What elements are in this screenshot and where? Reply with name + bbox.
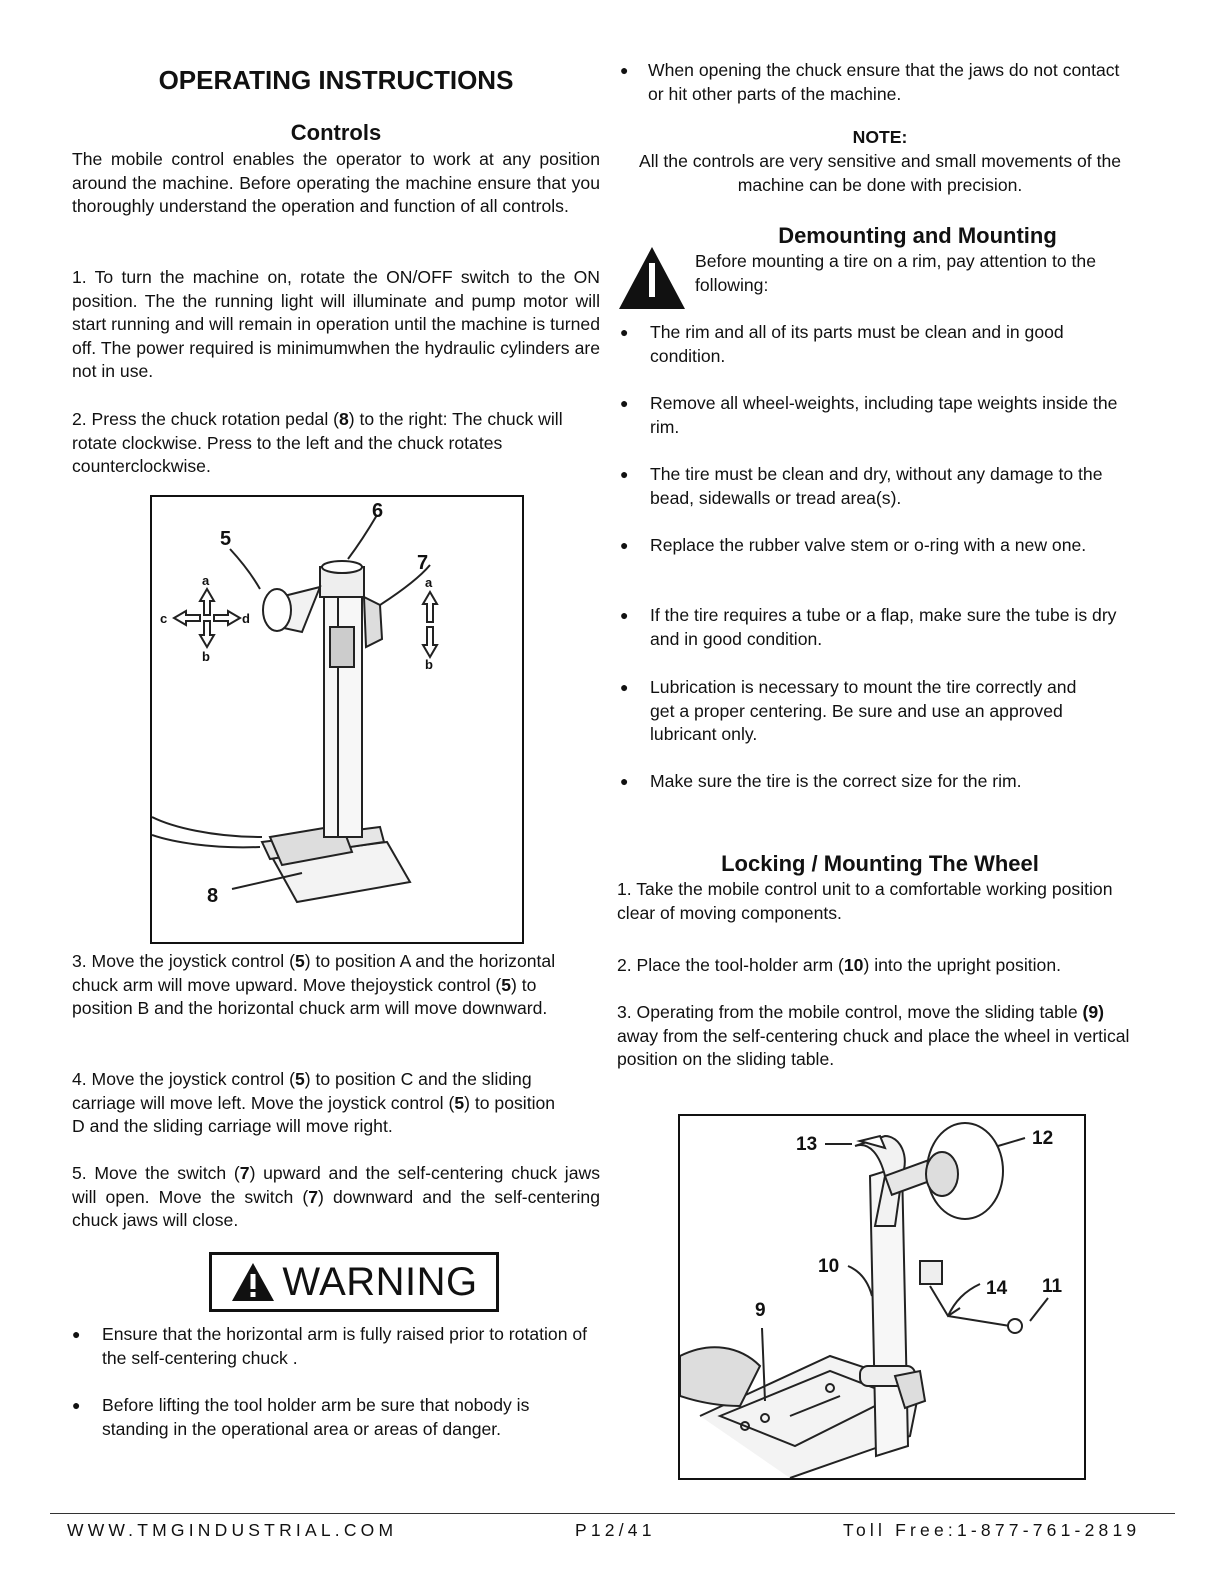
figure2-label-9: 9 xyxy=(755,1300,766,1321)
figure1-label-b-right: b xyxy=(425,657,433,672)
warning-label: WARNING xyxy=(282,1260,478,1304)
footer-divider xyxy=(50,1513,1175,1514)
figure1-label-b-left: b xyxy=(202,649,210,664)
bullet-dot: ● xyxy=(620,607,629,623)
figure2-label-10: 10 xyxy=(818,1256,840,1277)
mount-bullet-4: ● Replace the rubber valve stem or o-ring with a new one. xyxy=(620,534,1140,558)
figure2-label-11: 11 xyxy=(1042,1276,1063,1297)
mount-bullet-5: ● If the tire requires a tube or a flap, make sure the tube is dry and in good condition. xyxy=(620,605,1117,649)
figure1-label-5: 5 xyxy=(220,528,232,550)
bullet-dot: ● xyxy=(620,395,629,411)
control-column-illustration xyxy=(152,497,522,942)
step-3: 3. Move the joystick control (5) to position A and the horizontal chuck arm will move upward. Move thejoystick control (5) to position B and the horizontal chuck arm will move downward. xyxy=(72,951,556,1018)
mount-bullet-6: ● Lubrication is necessary to mount the tire correctly and get a proper centering. Be sure and use an approved lubricant only. xyxy=(620,677,1077,744)
footer-website: WWW.TMGINDUSTRIAL.COM xyxy=(67,1520,398,1540)
controls-intro: The mobile control enables the operator to work at any position around the machine. Before operating the machine ensure that you thoroughly understand the operation and function of all controls. xyxy=(72,149,600,216)
bullet-dot: ● xyxy=(72,1326,81,1342)
step-2: 2. Press the chuck rotation pedal (8) to the right: The chuck will rotate clockwise. Press to the left and the chuck rotates counterclockwise. xyxy=(72,409,563,476)
figure1-label-7: 7 xyxy=(417,552,429,574)
locking-step-2: 2. Place the tool-holder arm (10) into the upright position. xyxy=(617,955,1062,975)
demounting-heading: Demounting and Mounting xyxy=(778,223,1057,248)
control-column-figure xyxy=(150,495,524,944)
bullet-dot: ● xyxy=(620,466,629,482)
controls-heading: Controls xyxy=(290,120,382,145)
figure1-label-c: c xyxy=(160,611,168,626)
warning-bullet-2: ● Before lifting the tool holder arm be sure that nobody is standing in the operational area or areas of danger. xyxy=(72,1395,530,1439)
note-text: All the controls are very sensitive and small movements of the machine can be done with precision. xyxy=(638,151,1122,195)
chuck-bullet: ● When opening the chuck ensure that the jaws do not contact or hit other parts of the machine. xyxy=(620,60,1120,104)
step-1: 1. To turn the machine on, rotate the ON/OFF switch to the ON position. The the running light will illuminate and pump motor will start running and will remain in operation until the machine is turned off. The power required is minimumwhen the hydraulic cylinders are not in use. xyxy=(72,267,600,381)
warning-triangle-icon xyxy=(230,1261,276,1303)
page-title: OPERATING INSTRUCTIONS xyxy=(158,65,514,95)
footer-page-number: P12/41 xyxy=(575,1520,656,1540)
mount-bullet-7: ● Make sure the tire is the correct size for the rim. xyxy=(620,770,1140,794)
figure1-label-6: 6 xyxy=(372,500,384,522)
figure2-label-14: 14 xyxy=(986,1278,1008,1299)
locking-step-1: 1. Take the mobile control unit to a comfortable working position clear of moving components. xyxy=(617,879,1113,923)
mount-bullet-1: ● The rim and all of its parts must be clean and in good condition. xyxy=(620,322,1064,366)
bullet-dot: ● xyxy=(620,679,629,695)
note-heading: NOTE: xyxy=(852,127,908,147)
footer-phone: Toll Free:1-877-761-2819 xyxy=(843,1520,1141,1540)
bullet-dot: ● xyxy=(72,1397,81,1413)
step-4: 4. Move the joystick control (5) to position C and the sliding carriage will move left. Move the joystick control (5) to position D and the sliding carriage will move right. xyxy=(72,1069,556,1136)
figure2-label-12: 12 xyxy=(1032,1128,1054,1149)
figure1-label-a-right: a xyxy=(425,575,433,590)
mount-bullet-3: ● The tire must be clean and dry, without any damage to the bead, sidewalls or tread area(s). xyxy=(620,464,1103,508)
locking-step-3: 3. Operating from the mobile control, move the sliding table (9) away from the self-centering chuck and place the wheel in vertical position on the sliding table. xyxy=(617,1002,1130,1069)
bullet-dot: ● xyxy=(620,62,629,78)
tool-holder-figure xyxy=(678,1114,1086,1480)
locking-heading: Locking / Mounting The Wheel xyxy=(721,851,1039,876)
figure1-label-d: d xyxy=(242,611,250,626)
tool-holder-illustration xyxy=(680,1116,1084,1478)
warning-sign xyxy=(209,1252,499,1312)
bullet-dot: ● xyxy=(620,773,629,789)
figure1-label-8: 8 xyxy=(207,885,219,907)
warning-bullet-1: ● Ensure that the horizontal arm is fully raised prior to rotation of the self-centering chuck . xyxy=(72,1324,588,1368)
bullet-dot: ● xyxy=(620,537,629,553)
step-5: 5. Move the switch (7) upward and the self-centering chuck jaws will open. Move the switch (7) downward and the self-centering chuck jaws will close. xyxy=(72,1163,600,1230)
caution-exclamation-icon xyxy=(617,245,687,311)
caution-text: Before mounting a tire on a rim, pay attention to the following: xyxy=(695,251,1096,295)
figure2-label-13: 13 xyxy=(796,1134,818,1155)
bullet-dot: ● xyxy=(620,324,629,340)
figure1-label-a-left: a xyxy=(202,573,210,588)
mount-bullet-2: ● Remove all wheel-weights, including tape weights inside the rim. xyxy=(620,393,1118,437)
